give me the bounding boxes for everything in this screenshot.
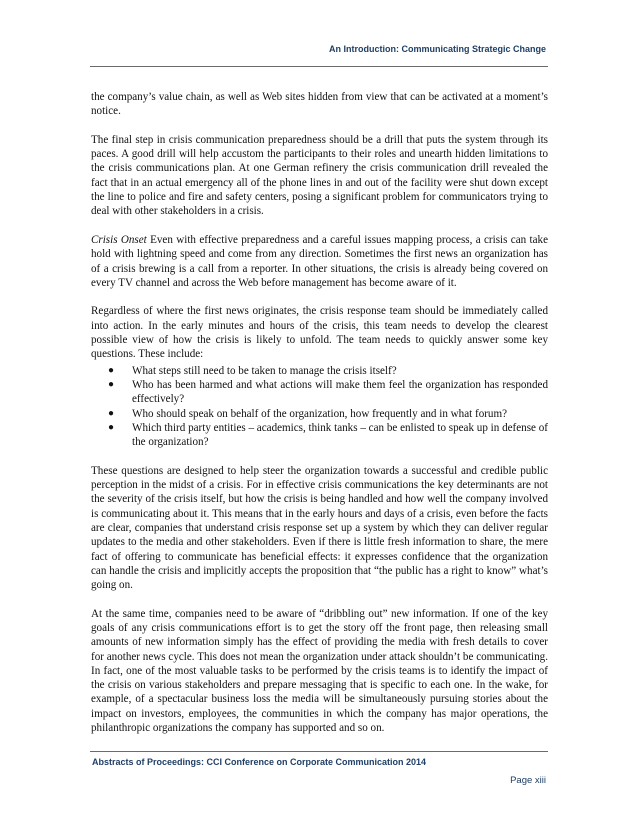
key-questions-list (91, 364, 548, 450)
list-item (108, 407, 548, 421)
list-item-text: What steps still need to be taken to manage the crisis itself? (132, 364, 397, 377)
paragraph-2: The final step in crisis communication preparedness should be a drill that puts the system through its paces. A good drill will help accustom the participants to their roles and unearth hidden limitations to the crisis communications plan. At one German refinery the crisis communication drill revealed the fact that in an actual emergency all of the phone lines in and out of the facility were shut down except the line to police and fire and safety centers, posing a significant problem for communicators trying to deal with other stakeholders in a crisis. (91, 133, 548, 218)
running-header: An Introduction: Communicating Strategic Change (328, 44, 546, 54)
header-divider (90, 66, 548, 67)
bullet-icon: ● (108, 364, 115, 376)
paragraph-6: At the same time, companies need to be aware of “dribbling out” new information. If one of the key goals of any crisis communications effort is to get the story off the front page, then releasing small amounts of new information simply has the effect of providing the media with fresh details to cover for another news cycle. This does not mean the organization under attack shouldn’t be communicating. In fact, one of the most valuable tasks to be performed by the crisis teams is to identify the impact of the crisis on various stakeholders and prepare messaging that is specific to each one. In the wake, for example, of a spectacular business loss the media will be simultaneously pursuing stories about the impact on investors, employees, the communities in which the company has major operations, the philanthropic organizations the company has supported and so on. (91, 607, 548, 735)
list-item (108, 378, 548, 407)
bullet-icon: ● (108, 407, 115, 419)
bullet-icon: ● (108, 421, 115, 433)
list-item (108, 421, 548, 450)
list-item-text: Who should speak on behalf of the organization, how frequently and in what forum? (132, 407, 508, 420)
page-number: Page xiii (510, 775, 546, 786)
footer-divider (90, 751, 548, 752)
list-item (108, 364, 548, 378)
paragraph-5: These questions are designed to help steer the organization towards a successful and credible public perception in the midst of a crisis. For in effective crisis communications the key determinants are not the severity of the crisis itself, but how the crisis is being handled and how well the company involved is communicating about it. This means that in the early hours and days of a crisis, even before the facts are clear, companies that understand crisis response set up a system by which they can deliver regular updates to the media and other stakeholders. Even if there is little fresh information to share, the mere fact of offering to communicate has beneficial effects: it expresses confidence that the organization can handle the crisis and implicitly accepts the proposition that “the public has a right to know” what’s going on. (91, 464, 548, 592)
paragraph-3-text: Even with effective preparedness and a careful issues mapping process, a crisis can take hold with lightning speed and come from any direction. Sometimes the first news an organization has of a crisis brewing is a call from a reporter. In other situations, the crisis is already being covered on every TV channel and across the Web before management has become aware of it. (91, 233, 548, 289)
paragraph-3 (91, 233, 548, 290)
footer-conference-title: Abstracts of Proceedings: CCI Conference on Corporate Communication 2014 (92, 757, 427, 767)
paragraph-4: Regardless of where the first news originates, the crisis response team should be immediately called into action. In the early minutes and hours of the crisis, this team needs to develop the clearest possible view of how the crisis is likely to unfold. The team needs to quickly answer some key questions. These include: (91, 305, 548, 361)
list-item-text: Who has been harmed and what actions will make them feel the organization has responded effectively? (132, 378, 548, 406)
bullet-icon: ● (108, 378, 115, 390)
paragraph-1: the company’s value chain, as well as Web sites hidden from view that can be activated at a moment’s notice. (91, 91, 548, 118)
list-item-text: Which third party entities – academics, think tanks – can be enlisted to speak up in defense of the organization? (132, 421, 548, 449)
document-body (91, 90, 548, 750)
crisis-onset-heading: Crisis Onset (91, 233, 147, 246)
